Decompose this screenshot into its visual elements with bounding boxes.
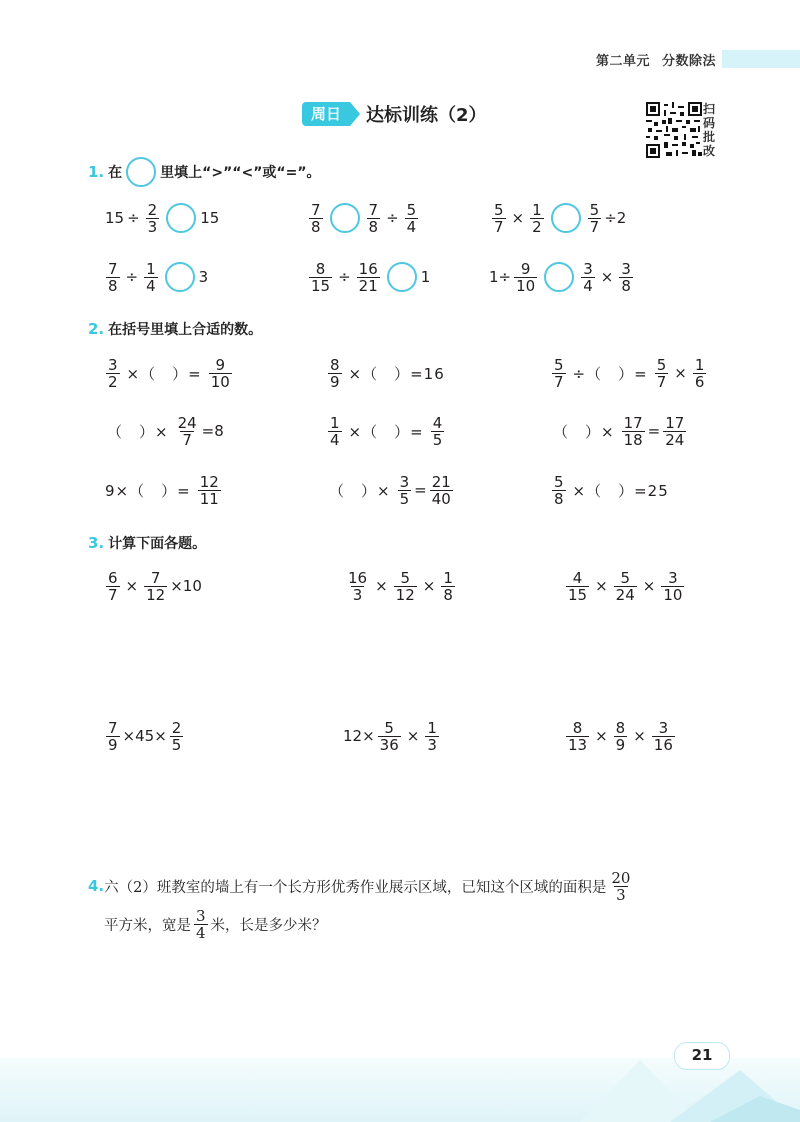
fraction: $\frac{1}{4}$ (330, 413, 340, 449)
fraction: $\frac{5}{7}$ (554, 355, 564, 391)
q3-item-5: 12× $\frac{5}{36}$ × $\frac{1}{3}$ (343, 718, 437, 754)
q2-heading: 2. 在括号里填上合适的数。 (88, 320, 263, 338)
compare-circle[interactable] (165, 262, 195, 292)
fraction: $\frac{9}{10}$ (210, 355, 230, 391)
q1-item-3: $\frac{5}{7}$ × $\frac{1}{2}$ $\frac{5}{7}$ ÷2 (494, 200, 627, 236)
fraction: $\frac{5}{7}$ (589, 200, 600, 236)
q3-item-2: $\frac{16}{3}$ × $\frac{5}{12}$ × $\frac{1}{8}$ (348, 568, 453, 604)
fraction: $\frac{5}{24}$ (615, 568, 635, 604)
fraction: $\frac{8}{9}$ (330, 355, 340, 391)
q4-line-2: 平方米，宽是 $\frac{3}{4}$ 米，长是多少米？ (104, 906, 327, 942)
fraction: $\frac{5}{7}$ (656, 355, 667, 391)
compare-circle[interactable] (544, 262, 574, 292)
fraction: $\frac{2}{3}$ (147, 200, 158, 236)
fraction: $\frac{1}{6}$ (694, 355, 705, 391)
page-number: 21 (691, 1046, 713, 1064)
q1-item-4: $\frac{7}{8}$ ÷ $\frac{1}{4}$ 3 (108, 259, 209, 295)
q2-item-4: （ ）× $\frac{24}{7}$ =8 (107, 413, 224, 449)
q4-number: 4. (88, 877, 105, 895)
q2-item-9: $\frac{5}{8}$ ×（ ）=25 (554, 472, 669, 508)
q3-item-6: $\frac{8}{13}$ × $\frac{8}{9}$ × $\frac{3}{16}$ (568, 718, 673, 754)
compare-circle[interactable] (330, 203, 360, 233)
compare-circle[interactable] (551, 203, 581, 233)
q2-item-5: $\frac{1}{4}$ ×（ ）= $\frac{4}{5}$ (330, 413, 443, 449)
fraction: $\frac{4}{15}$ (568, 568, 588, 604)
fraction: $\frac{9}{10}$ (516, 259, 536, 295)
q1-item-6: 1÷ $\frac{9}{10}$ $\frac{3}{4}$ × $\frac{3}{8}$ (489, 259, 631, 295)
fraction: $\frac{3}{2}$ (108, 355, 118, 391)
fraction: $\frac{7}{9}$ (108, 718, 118, 754)
q3-item-4: $\frac{7}{9}$ ×45× $\frac{2}{5}$ (108, 718, 182, 754)
fraction: $\frac{3}{16}$ (653, 718, 673, 754)
fraction: $\frac{6}{7}$ (108, 568, 118, 604)
compare-circle[interactable] (166, 203, 196, 233)
header-band (722, 50, 800, 68)
fraction: $\frac{16}{3}$ (348, 568, 368, 604)
compare-circle[interactable] (387, 262, 417, 292)
day-badge: 周日 (302, 102, 350, 126)
fraction: $\frac{21}{40}$ (431, 472, 451, 508)
fraction: $\frac{7}{8}$ (311, 200, 321, 236)
q1-item-2: $\frac{7}{8}$ $\frac{7}{8}$ ÷ $\frac{5}{4}$ (311, 200, 417, 236)
running-header (596, 50, 728, 69)
fraction: $\frac{17}{24}$ (665, 413, 685, 449)
q3-item-3: $\frac{4}{15}$ × $\frac{5}{24}$ × $\frac{3}{10}$ (568, 568, 683, 604)
q2-item-7: 9×（ ）= $\frac{12}{11}$ (105, 472, 219, 508)
fraction: $\frac{8}{9}$ (615, 718, 626, 754)
q3-heading: 3. 计算下面各题。 (88, 534, 207, 552)
fraction: $\frac{3}{10}$ (663, 568, 683, 604)
unit-label: 第二单元 (596, 54, 651, 69)
width-fraction: $\frac{3}{4}$ (196, 906, 206, 942)
q2-item-2: $\frac{8}{9}$ ×（ ）=16 (330, 355, 445, 391)
fraction: $\frac{1}{3}$ (427, 718, 437, 754)
q1-heading: 1. 在 里填上“>”“<”或“=”。 (88, 160, 321, 184)
fraction: $\frac{7}{8}$ (368, 200, 379, 236)
fraction: $\frac{3}{4}$ (583, 259, 593, 295)
fraction: $\frac{5}{36}$ (379, 718, 399, 754)
q2-item-6: （ ）× $\frac{17}{18}$ = $\frac{17}{24}$ (553, 413, 685, 449)
page-title: 达标训练（2） (366, 105, 487, 126)
q1-item-5: $\frac{8}{15}$ ÷ $\frac{16}{21}$ 1 (311, 259, 431, 295)
fraction: $\frac{5}{12}$ (395, 568, 415, 604)
q3-item-1: $\frac{6}{7}$ × $\frac{7}{12}$ ×10 (108, 568, 202, 604)
fraction: $\frac{7}{8}$ (108, 259, 118, 295)
fraction: $\frac{16}{21}$ (358, 259, 378, 295)
qr-code-icon[interactable] (646, 102, 702, 158)
q2-item-8: （ ）× $\frac{3}{5}$ = $\frac{21}{40}$ (329, 472, 451, 508)
fraction: $\frac{7}{12}$ (146, 568, 166, 604)
area-fraction: $\frac{20}{3}$ (611, 868, 631, 904)
q2-item-1: $\frac{3}{2}$ ×（ ）= $\frac{9}{10}$ (108, 355, 230, 391)
scan-to-grade-label: 扫码批改 (703, 102, 716, 158)
q1-item-1: 15 ÷ $\frac{2}{3}$ 15 (105, 200, 220, 236)
fraction: $\frac{3}{8}$ (621, 259, 631, 295)
fraction: $\frac{1}{2}$ (532, 200, 542, 236)
q1-number: 1. (88, 163, 105, 181)
fraction: $\frac{8}{13}$ (568, 718, 588, 754)
fraction: $\frac{2}{5}$ (171, 718, 182, 754)
fraction: $\frac{4}{5}$ (432, 413, 443, 449)
fraction: $\frac{5}{7}$ (494, 200, 504, 236)
fraction: $\frac{1}{4}$ (146, 259, 156, 295)
q3-number: 3. (88, 534, 105, 552)
fraction: $\frac{12}{11}$ (199, 472, 219, 508)
fraction: $\frac{24}{7}$ (177, 413, 197, 449)
fraction: $\frac{8}{15}$ (311, 259, 331, 295)
q4-line-1: 4. 六（2）班教室的墙上有一个长方形优秀作业展示区域，已知这个区域的面积是 $\frac{20}{3}$ (88, 868, 631, 904)
fraction: $\frac{17}{18}$ (623, 413, 643, 449)
fraction: $\frac{5}{8}$ (554, 472, 564, 508)
q2-item-3: $\frac{5}{7}$ ÷（ ）= $\frac{5}{7}$ × $\frac{1}{6}$ (554, 355, 705, 391)
q2-number: 2. (88, 320, 105, 338)
fraction: $\frac{3}{5}$ (399, 472, 410, 508)
topic-label: 分数除法 (662, 54, 717, 69)
fraction: $\frac{5}{4}$ (406, 200, 417, 236)
answer-circle-sample (126, 157, 156, 187)
fraction: $\frac{1}{8}$ (443, 568, 453, 604)
